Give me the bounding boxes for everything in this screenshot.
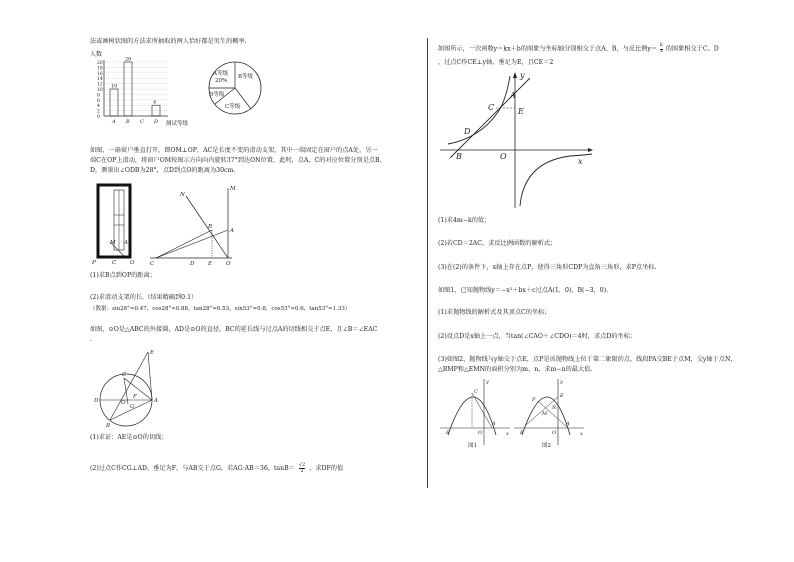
bar-ytick-label: 14: [97, 77, 103, 83]
parabola2-label-o: O: [552, 430, 557, 436]
problem2-q1: (1)求B点到OP的距离；: [90, 272, 156, 279]
bar-a: [110, 89, 118, 116]
bar-category-label: C: [140, 119, 144, 125]
problem5-q1: (1)求抛物线的解析式及其顶点C的坐标；: [438, 309, 551, 316]
fig2-label-c: C: [122, 372, 127, 378]
hyperbola-figure: [440, 70, 600, 210]
parabola2-label-m: M: [542, 411, 548, 417]
fig2-label-f: F: [133, 394, 137, 400]
window-figure: [90, 180, 250, 265]
tanb-fraction-den: 2: [300, 468, 304, 474]
bar-ytick-label: 4: [97, 104, 100, 110]
kx-fraction-den: x: [660, 48, 663, 54]
problem3-q2: [90, 463, 343, 474]
problem3-q2-a: (2)过点C作CG⊥AD，垂足为F，与AB交于点G，若AG·AB＝36，tanB＝: [90, 465, 295, 472]
problem4-q2: (2)若CD＝2AC，求反比例函数的解析式；: [438, 240, 557, 247]
parabola1-label-o: O: [478, 430, 483, 436]
problem3-line2: .: [90, 336, 92, 343]
problem1-text: 法或画树状图的方法求所抽取的两人恰好都是男生的概率.: [90, 38, 247, 45]
fig1-label-m1: M: [110, 240, 116, 246]
fig3-label-a: A: [510, 91, 516, 100]
pie-slice-d: D等级: [209, 92, 225, 98]
problem2-data: （数据：sin28°≈0.47，cos28°≈0.88，tan28°≈0.53，sin53°≈0.8，cos53°≈0.6，tan53°≈1.33）: [90, 306, 351, 312]
pie-slice-pct: 20%: [215, 78, 228, 84]
pie-chart: [205, 58, 265, 118]
bar-ytick-label: 6: [97, 98, 100, 104]
fig3-label-x: x: [578, 157, 583, 166]
fig3-label-c: C: [488, 103, 495, 112]
fig3-label-y: y: [520, 71, 525, 80]
fig1-label-m2: M: [230, 186, 236, 192]
problem5-line1: 如图1，已知抛物线y＝−x²＋bx＋c过点A(1，0)，B(−3，0).: [438, 287, 609, 294]
problem2-line2: 端C在OP上滑动，将窗户OM按图示方向向内旋转37°到达ON位置，此时，点A、C的对应位置分别是点B、: [90, 157, 386, 164]
tanb-fraction: [299, 463, 305, 474]
problem5-q3b: △BMP和△EMN的面积分别为m、n，求m−n的最大值.: [438, 366, 593, 373]
fig1-label-b: B: [208, 224, 213, 230]
fig1-label-p: P: [92, 260, 96, 266]
problem4-line1: [438, 44, 719, 54]
problem4-q3: (3)在(2)的条件下，x轴上存在点P，使得三角形CDP为直角三角形，求P点坐标.: [438, 264, 657, 271]
fig1-label-o1: O: [130, 260, 135, 266]
bar-chart-xlabel: 测试等级: [166, 121, 189, 127]
circle-figure: [88, 348, 168, 428]
bar-value-label: 10: [111, 83, 118, 90]
fig3-label-b: B: [456, 152, 462, 161]
column-divider: [427, 38, 428, 488]
figure-2-caption: 图2: [542, 443, 551, 449]
bar-ytick-label: 8: [97, 93, 100, 99]
pie-slice-b: B等级: [238, 74, 254, 80]
problem5-q3a: (3)如图2，抛物线与y轴交于点E，点P是该抛物线上位于第二象限的点，线段PA交BE于点M，交y轴于点N，: [438, 356, 737, 363]
parabola1-label-a: A: [492, 421, 496, 427]
fig2-label-b: B: [106, 423, 111, 429]
bar-category-label: B: [126, 119, 130, 125]
parabola1-label-b: B: [446, 430, 450, 436]
fig1-label-a1: A: [124, 240, 128, 246]
parabola2-label-a: A: [566, 421, 570, 427]
parabola-figure-2: [512, 375, 592, 450]
fig1-label-a2: A: [230, 228, 234, 234]
pie-slice-a: A等级: [213, 71, 228, 77]
fig1-label-e: E: [208, 261, 213, 267]
bar-value-label: 4: [153, 99, 157, 106]
problem3-q2-b: ，求DF的值: [309, 465, 344, 472]
figure-1-caption: 图1: [468, 443, 477, 449]
parabola1-label-c: C: [474, 389, 478, 395]
bar-ytick-label: 2: [97, 109, 100, 115]
parabola2-label-x: x: [580, 431, 583, 437]
bar-ytick-label: 16: [97, 71, 103, 77]
bar-ytick-label: 20: [97, 61, 103, 66]
problem2-line3: D，测量出∠ODB为28°，点D到点O的距离为30cm.: [90, 167, 236, 174]
parabola2-label-p: P: [532, 397, 536, 403]
problem4-line2: ，过点C作CE⊥y轴，垂足为E，且CE＝2: [438, 59, 554, 66]
bar-category-label: A: [112, 119, 116, 125]
problem2-line1: 如图，一扇窗户垂直打开，即OM⊥OP，AC是长度不变的滑动支架，其中一端固定在窗户的点A处，另一: [90, 147, 378, 154]
fig2-label-o: O: [121, 400, 126, 406]
fig2-label-d: D: [94, 398, 99, 404]
problem4-line1-a: 如图所示，一次函数y＝kx＋b的图象与坐标轴分别相交于点A、B，与反比例y＝: [438, 45, 658, 53]
pie-slice-c: C等级: [225, 104, 241, 110]
parabola2-label-y: y: [560, 379, 563, 385]
tanb-fraction-num: √2: [298, 462, 306, 468]
fig1-label-o2: O: [226, 261, 231, 267]
bar-ytick-label: 12: [97, 82, 103, 88]
kx-fraction: [660, 44, 663, 54]
fig3-label-d: D: [464, 127, 471, 136]
parabola2-label-b: B: [520, 430, 524, 436]
parabola1-label-y: y: [486, 379, 489, 385]
problem5-q2: (2)设点D是x轴上一点，当tan(∠CAO＋∠CDO)＝4时，求点D的坐标；: [438, 333, 637, 340]
parabola1-label-x: x: [506, 431, 509, 437]
bar-ytick-label: 10: [97, 88, 103, 93]
fig2-label-g: G: [130, 404, 135, 410]
fig3-label-o: O: [500, 152, 507, 161]
fig2-label-a: A: [154, 398, 158, 404]
fig2-label-e: E: [150, 350, 155, 356]
fig3-label-e: E: [518, 107, 524, 116]
bar-chart: [88, 50, 198, 130]
problem3-line1: 如图，⊙O是△ABC的外接圆，AD是⊙O的直径，BC的延长线与过点A的切线相交于点E，且∠B＝∠EAC: [90, 326, 378, 333]
fig1-label-d: D: [190, 261, 195, 267]
bar-value-label: 20: [125, 56, 132, 63]
parabola2-label-e: E: [560, 393, 564, 399]
problem2-q2: (2)求滑动支架的长.（结果精确到0.1）: [90, 294, 198, 301]
bar-ytick-label: 18: [97, 66, 103, 72]
fig1-label-n: N: [180, 192, 185, 198]
fig1-label-c2: C: [150, 261, 155, 267]
parabola-figure-1: [438, 375, 518, 450]
fig1-label-c1: C: [112, 260, 117, 266]
problem4-line1-b: 的图象相交于C、D: [665, 45, 719, 53]
problem4-q1: (1)求4m−k的值；: [438, 217, 491, 224]
bar-category-label: D: [154, 119, 159, 125]
parabola2-label-n: N: [552, 405, 557, 411]
problem3-q1: (1)求证：AE是⊙O的切线；: [90, 434, 168, 441]
bar-ytick-label: 0: [97, 115, 100, 120]
kx-fraction-num: k: [660, 43, 663, 48]
bar-chart-ylabel: 人数: [90, 51, 103, 58]
